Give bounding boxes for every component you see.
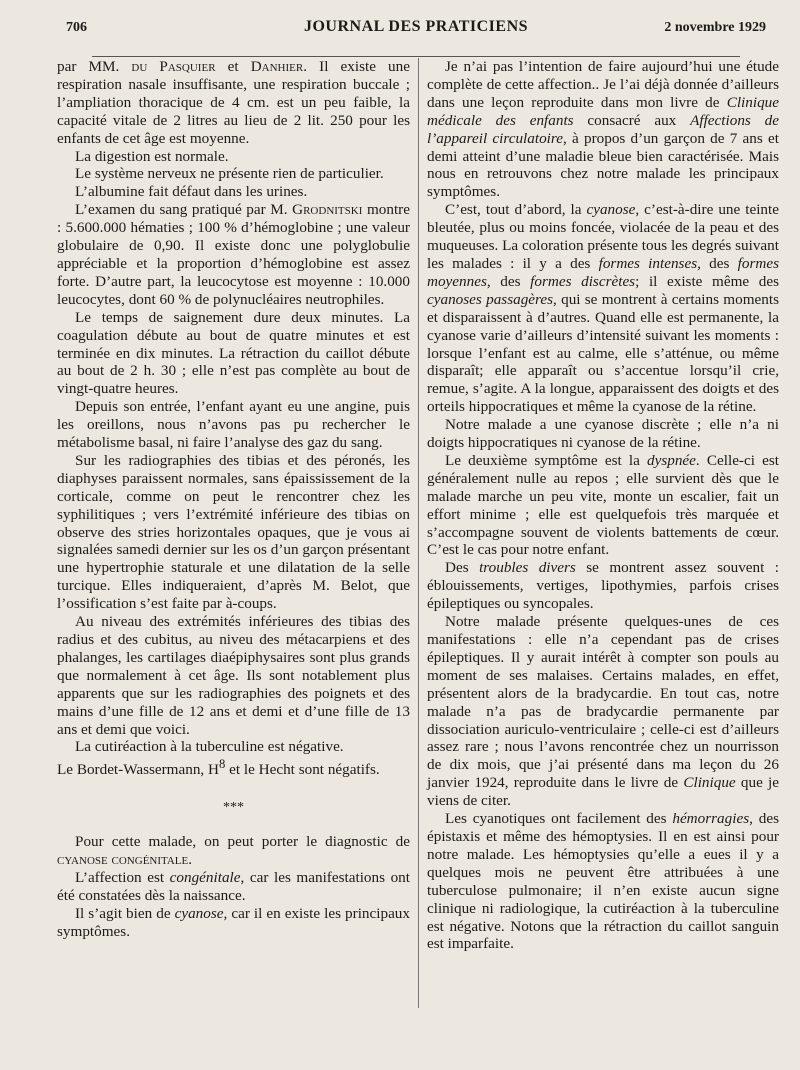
journal-title: JOURNAL DES PRATICIENS bbox=[303, 18, 529, 35]
right-column bbox=[427, 58, 779, 953]
page-number: 706 bbox=[66, 20, 87, 35]
paragraph: Des troubles divers se montrent assez souvent : éblouissements, vertiges, lipothymies, parfois crises épileptiques ou syncopales. bbox=[427, 559, 780, 613]
paragraph: Le système nerveux ne présente rien de particulier. bbox=[75, 165, 384, 183]
paragraph: L’affection est congénitale, car les manifestations ont été constatées dès la naissance. bbox=[57, 869, 410, 905]
paragraph: Le temps de saignement dure deux minutes. La coagulation débute au bout de quatre minutes et est terminée en dix minutes. La rétraction du caillot débute au bout de 2 h. 30 ; elle n’est pas complète au bout de vingt-quatre heures. bbox=[57, 308, 410, 398]
paragraph: Les cyanotiques ont facilement des hémorragies, des épistaxis et même des hémoptysies. Il en est ainsi pour notre malade. Les hémoptysies qu’elle a eues il y a quelques mois ne peuvent être attribuées à une tuberculose pulmonaire; il n’en existe aucun signe clinique ni radiologique, la cutiréaction à la tuberculine est négative. Notons que la rétraction du caillot sanguin est imparfaite. bbox=[427, 810, 779, 953]
paragraph: Notre malade a une cyanose discrète ; elle n’a ni doigts hippocratiques ni cyanose de la rétine. bbox=[427, 416, 779, 452]
column-divider bbox=[418, 58, 419, 1008]
section-separator-stars: *** bbox=[223, 800, 244, 816]
paragraph: La digestion est normale. bbox=[75, 147, 229, 165]
paragraph: Depuis son entrée, l’enfant ayant eu une angine, puis les oreillons, nous n’avons pas pu rechercher le métabolisme basal, ni faire l’analyse des gaz du sang. bbox=[57, 398, 410, 452]
paragraph: L’examen du sang pratiqué par M. Grodnitski montre : 5.600.000 hématies ; 100 % d’hémoglobine ; une valeur globulaire de 0,90. Il existe donc une polyglobulie appréciable et la proportion d’hémoglobine est assez forte. D’autre part, la leucocytose est moyenne : 10.000 leucocytes, dont 60 % de polynucléaires neutrophiles. bbox=[57, 201, 410, 308]
left-column bbox=[57, 58, 410, 941]
running-header bbox=[62, 18, 770, 40]
paragraph: La cutiréaction à la tuberculine est négative. bbox=[75, 738, 344, 756]
paragraph: L’albumine fait défaut dans les urines. bbox=[75, 183, 308, 201]
header-rule bbox=[92, 56, 740, 57]
paragraph: Je n’ai pas l’intention de faire aujourd’hui une étude complète de cette affection.. Je l’ai déjà donnée d’ailleurs dans une leçon reproduite dans mon livre de Clinique médicale des enfants consacré aux Affections de l’appareil circulatoire, à propos d’un garçon de 7 ans et demi atteint d’une maladie bleue bien caractérisée. Mais nous en retrouvons chez notre malade les principaux symptômes. bbox=[427, 58, 779, 201]
paragraph: Le deuxième symptôme est la dyspnée. Celle-ci est généralement nulle au repos ; elle survient dès que le malade marche un peu vite, monte un escalier, fait un effort minime ; elle est quelquefois très marquée et s’accompagne souvent de violents battements de cœur. C’est le cas pour notre enfant. bbox=[427, 451, 779, 559]
paragraph: Le Bordet-Wassermann, $H^8$ et le Hecht sont négatifs. bbox=[57, 757, 380, 779]
paragraph: Sur les radiographies des tibias et des péronés, les diaphyses paraissent normales, sans épaississement de la corticale, comme on peut le rencontrer chez les syphilitiques ; vers l’extrémité inférieure des tibias on observe des stries horizontales opaques, que je vous ai signalées samedi dernier sur les os d’un garçon présentant une hypertrophie staturale et une dilatation de la selle turcique. Elles indiqueraient, d’après M. Belot, que l’ossification s’est faite par à-coups. bbox=[57, 451, 410, 613]
paragraph: Il s’agit bien de cyanose, car il en existe les principaux symptômes. bbox=[57, 904, 410, 940]
paragraph: C’est, tout d’abord, la cyanose, c’est-à-dire une teinte bleutée, plus ou moins foncée, violacée de la peau et des muqueuses. La coloration présente tous les degrés suivant les malades : il y a des formes intenses, des formes moyennes, des formes discrètes; il existe même des cyanoses passagères, qui se montrent à certains moments et disparaissent à d’autres. Quand elle est permanente, la cyanose varie d’ailleurs d’intensité suivant les moments : lorsque l’enfant est au calme, elle s’atténue, ou même disparaît; elle apparaît ou s’accentue lorsqu’il crie, remue, s’agite. A la longue, apparaissent des doigts et des orteils hippocratiques et même la cyanose de la rétine. bbox=[427, 201, 780, 416]
paragraph: Notre malade présente quelques-unes de ces manifestations : elle n’a cependant pas de crises épileptiques. Il y aurait intérêt à compter son pouls au moment de ses malaises. Certains malades, en effet, présentent alors de la bradycardie. En tout cas, notre malade n’a pas de bradycardie permanente par dissociation auriculo-ventriculaire ; celle-ci est d’ailleurs assez rare ; nous l’avons rencontrée chez un nourrisson de dix mois, que j’ai présenté dans ma leçon du 26 janvier 1924, reproduite dans le livre de Clinique que je viens de citer. bbox=[427, 613, 780, 810]
paragraph: Au niveau des extrémités inférieures des tibias des radius et des cubitus, au niveu des métacarpiens et des phalanges, les cartilages diaépiphysaires sont plus grands que normalement à cet âge. Ils sont notablement plus apparents que sur les radiographies des poignets et des mains d’une fille de 12 ans et demi et d’une fille de 13 ans et demi que voici. bbox=[57, 613, 410, 738]
issue-date: 2 novembre 1929 bbox=[664, 20, 766, 35]
paragraph: Pour cette malade, on peut porter le diagnostic de cyanose congénitale. bbox=[57, 833, 410, 869]
paragraph: par MM. du Pasquier et Danhier. Il existe une respiration nasale insuffisante, une respiration buccale ; l’ampliation thoracique de 4 cm. est un peu faible, la capacité vitale de 2 litres au lieu de 2 lit. 250 pour les enfants de cet âge est moyenne. bbox=[57, 58, 410, 147]
